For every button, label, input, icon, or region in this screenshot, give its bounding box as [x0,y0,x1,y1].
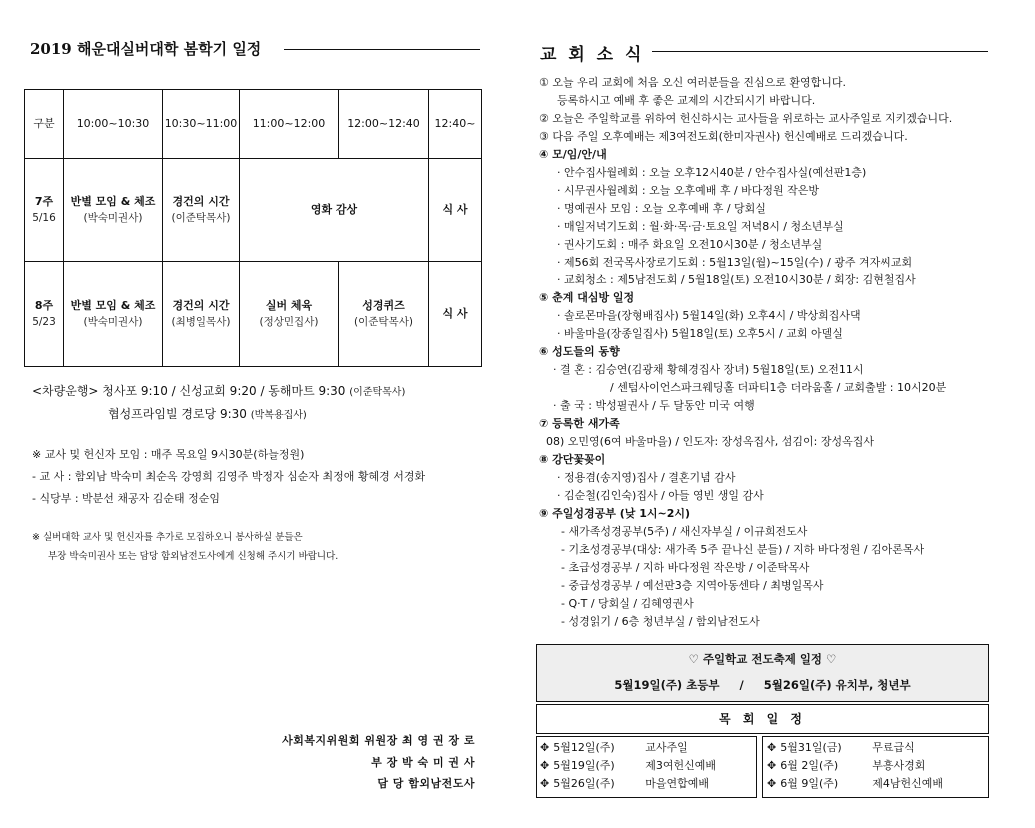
news-line: · 매일저녁기도회 : 월·화·목·금·토요일 저녁8시 / 청소년부실 [557,219,844,233]
news-line: · 정용겸(송지영)집사 / 결혼기념 감사 [557,470,736,484]
header-cell: 10:00~10:30 [64,90,163,159]
pastoral-entry [540,740,688,756]
festival-separator: / [739,678,744,692]
cross-bullet-icon: ✥ [767,741,777,754]
news-line: · 출 국 : 박성필권사 / 두 달동안 미국 여행 [553,399,755,413]
program-leader: (정상민집사) [259,316,319,328]
recruit-notice-2: 부장 박숙미권사 또는 담당 함외남전도사에게 신청해 주시기 바랍니다. [48,551,339,562]
program-name: 반별 모임 & 체조 [70,299,156,312]
news-line: · 김순철(김인숙)집사 / 아들 영빈 생일 감사 [557,488,764,502]
cross-bullet-icon: ✥ [767,777,777,790]
week-label: 7주 [34,195,54,208]
news-line: / 센텀사이언스파크웨딩홀 더파티1층 더라움홀 / 교회출발 : 10시20분 [610,381,947,395]
pastoral-entry [767,740,915,756]
teachers-meeting: ※ 교사 및 헌신자 모임 : 매주 목요일 9시30분(하늘정원) [32,448,305,461]
week-cell [25,159,64,262]
cross-bullet-icon: ✥ [540,777,550,790]
vehicle-route: 협성프라임빌 경로당 9:30 [108,407,247,421]
week-date: 5/16 [32,212,56,224]
festival-date-elementary: 5월19일(주) 초등부 [614,678,720,692]
news-line: · 안수집사월례회 : 오늘 오후12시40분 / 안수집사실(예선판1층) [557,165,867,179]
news-section-heading: ④ 모/임/안/내 [539,147,607,161]
pastoral-date: 5월19일(주) [553,759,615,772]
news-title: 교 회 소 식 [540,45,645,65]
pastoral-title: 목 회 일 정 [719,712,806,726]
pastoral-entry [540,758,716,774]
festival-box [536,644,989,702]
week-cell [25,262,64,367]
news-line: - 기초성경공부(대상: 새가족 5주 끝나신 분들) / 지하 바다정원 / 김아론목사 [561,542,925,556]
program-name: 실버 체육 [265,299,313,312]
pastoral-entry [767,758,925,774]
teachers-list: - 교 사 : 함외남 박숙미 최순옥 강영희 김영주 박정자 심순자 최정애 황혜경 서경화 [32,470,426,483]
news-line: - 새가족성경공부(5주) / 새신자부실 / 이규희전도사 [561,524,808,538]
header-cell: 12:00~12:40 [339,90,429,159]
news-line: 등록하시고 예배 후 좋은 교제의 시간되시기 바랍니다. [557,93,816,107]
program-cell [64,159,163,262]
header-cell: 12:40~ [429,90,482,159]
news-line: · 교회청소 : 제5남전도회 / 5월18일(토) 오전10시30분 / 회장: 김현철집사 [557,273,916,287]
news-line: · 바울마을(장종일집사) 5월18일(토) 오후5시 / 교회 아델실 [557,327,843,341]
schedule-table [24,89,482,367]
pastoral-date: 5월31일(금) [780,741,842,754]
news-line: · 시무권사월례회 : 오늘 오후예배 후 / 바다정원 작은방 [557,183,820,197]
vehicle-line-2 [108,406,307,424]
news-section-heading: ⑦ 등록한 새가족 [539,417,620,431]
program-cell [64,262,163,367]
schedule-header-row [25,90,482,159]
recruit-notice-1: ※ 실버대학 교사 및 헌신자를 추가로 모집하오니 봉사하실 분들은 [32,532,303,543]
pastoral-entry [767,776,943,792]
cross-bullet-icon: ✥ [540,759,550,772]
news-line: · 권사기도회 : 매주 화요일 오전10시30분 / 청소년부실 [557,237,823,251]
vehicle-driver: (박복용집사) [250,410,307,421]
program-name: 경건의 시간 [172,195,230,208]
festival-date-youth: 5월26일(주) 유치부, 청년부 [763,678,911,692]
pastoral-schedule [536,736,987,796]
schedule-row-week8 [25,262,482,367]
cross-bullet-icon: ✥ [767,759,777,772]
program-leader: (이준탁목사) [171,212,231,224]
title-rule [284,49,480,50]
news-section-heading: ⑤ 춘계 대심방 일정 [539,291,635,305]
program-leader: (박숙미권사) [83,316,143,328]
news-line: - 중급성경공부 / 예선판3층 지역아동센타 / 최병일목사 [561,578,824,592]
news-line: ② 오늘은 주일학교를 위하여 헌신하시는 교사들을 위로하는 교사주일로 지키겠습니다. [539,111,953,125]
pastoral-event: 제3여헌신예배 [645,759,716,772]
schedule-row-week7 [25,159,482,262]
header-cell: 10:30~11:00 [163,90,240,159]
cross-bullet-icon: ✥ [540,741,550,754]
schedule-title: 2019 해운대실버대학 봄학기 일정 [30,40,262,58]
news-line: 08) 오민영(6여 바울마을) / 인도자: 장성옥집사, 섬김이: 장성옥집사 [546,435,874,448]
pastoral-event: 제4남헌신예배 [872,777,943,790]
pastoral-date: 5월12일(주) [553,741,615,754]
cafeteria-list: - 식당부 : 박분선 채공자 김순태 정순임 [32,492,221,505]
program-cell [240,159,429,262]
program-name: 성경퀴즈 [362,299,405,312]
week-label: 8주 [34,299,54,312]
news-section-heading: ⑥ 성도들의 동향 [539,345,620,359]
pastoral-entry [540,776,709,792]
header-cell: 11:00~12:00 [240,90,339,159]
news-section-heading: ⑧ 강단꽃꽂이 [539,452,606,466]
program-leader: (최병일목사) [171,316,231,328]
week-date: 5/23 [32,316,56,328]
news-line: · 솔로몬마을(장형배집사) 5월14일(화) 오후4시 / 박상희집사댁 [557,309,861,323]
pastoral-date: 6월 9일(주) [780,777,839,790]
pastoral-event: 마을연합예배 [645,777,709,790]
vehicle-line-1 [32,383,405,401]
vehicle-route: <차량운행> 청사포 9:10 / 신성교회 9:20 / 동해마트 9:30 [32,384,346,398]
vehicle-driver: (이준탁목사) [349,387,406,398]
news-line: · 명예권사 모임 : 오늘 오후예배 후 / 당회실 [557,201,766,215]
news-title-rule [652,51,988,52]
program-name: 반별 모임 & 체조 [70,195,156,208]
signature-head: 부 장 박 숙 미 권 사 [371,756,475,769]
program-name: 경건의 시간 [172,299,230,312]
signature-staff: 담 당 함외남전도사 [377,777,475,790]
program-cell [163,159,240,262]
header-cell: 구분 [25,90,64,159]
signature-chair: 사회복지위원회 위원장 최 영 권 장 로 [282,734,475,747]
pastoral-event: 부흥사경회 [872,759,926,772]
program-name: 영화 감상 [310,203,358,216]
pastoral-event: 교사주일 [645,741,688,754]
program-leader: (박숙미권사) [83,212,143,224]
news-line: - 성경읽기 / 6층 청년부실 / 함외남전도사 [561,614,760,628]
program-cell [339,262,429,367]
news-line: - 초급성경공부 / 지하 바다정원 작은방 / 이준탁목사 [561,560,810,574]
news-section-heading: ⑨ 주일성경공부 (낮 1시~2시) [539,506,691,520]
news-line: ③ 다음 주일 오후예배는 제3여전도회(한미자권사) 헌신예배로 드리겠습니다. [539,129,908,143]
meal-cell: 식 사 [429,262,482,367]
program-leader: (이준탁목사) [354,316,413,328]
news-line: · 결 혼 : 김승연(김광채 황혜경집사 장녀) 5월18일(토) 오전11시 [553,363,864,377]
festival-title: ♡ 주일학교 전도축제 일정 ♡ [688,652,837,666]
pastoral-event: 무료급식 [872,741,915,754]
news-line: · 제56회 전국목사장로기도회 : 5월13일(월)~15일(수) / 광주 겨자씨교회 [557,255,913,269]
pastoral-date: 6월 2일(주) [780,759,839,772]
news-line: ① 오늘 우리 교회에 처음 오신 여러분들을 진심으로 환영합니다. [539,76,846,89]
program-cell [163,262,240,367]
meal-cell: 식 사 [429,159,482,262]
pastoral-date: 5월26일(주) [553,777,615,790]
news-line: - Q·T / 당회실 / 김혜영권사 [561,596,694,610]
festival-dates [537,677,988,693]
pastoral-title-box [536,704,989,734]
program-cell [240,262,339,367]
